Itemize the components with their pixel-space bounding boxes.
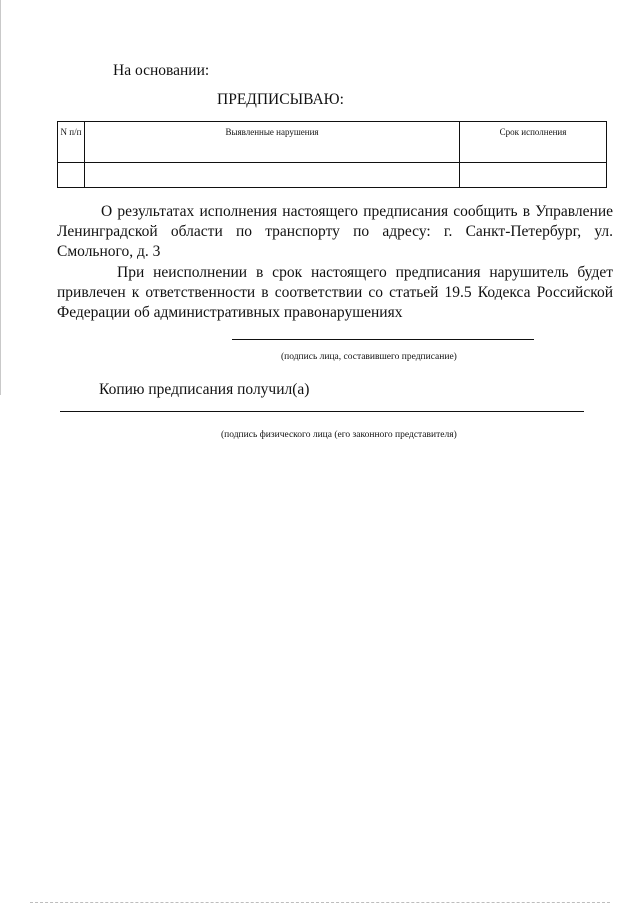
cell-number bbox=[58, 163, 85, 188]
header-number: N п/п bbox=[58, 122, 85, 163]
recipient-signature-caption: (подпись физического лица (его законного представителя) bbox=[221, 430, 457, 440]
recipient-signature-line bbox=[60, 411, 584, 412]
issuer-signature-line bbox=[232, 339, 534, 340]
violations-table bbox=[57, 121, 607, 188]
report-paragraph: О результатах исполнения настоящего предписания сообщить в Управление Ленинградской области по транспорту по адресу: г. Санкт-Петербург, ул. Смольного, д. 3 bbox=[57, 203, 613, 260]
scan-bottom-edge bbox=[30, 902, 610, 903]
issuer-signature-caption: (подпись лица, составившего предписание) bbox=[281, 352, 457, 362]
cell-deadline bbox=[460, 163, 607, 188]
header-deadline: Срок исполнения bbox=[460, 122, 607, 163]
liability-paragraph: При неисполнении в срок настоящего предписания нарушитель будет привлечен к ответственности в соответствии со статьей 19.5 Кодекса Российской Федерации об административных правонарушениях bbox=[57, 264, 613, 321]
basis-line: На основании: bbox=[113, 62, 210, 79]
table-row bbox=[58, 163, 607, 188]
order-heading: ПРЕДПИСЫВАЮ: bbox=[217, 91, 344, 108]
copy-received-label: Копию предписания получил(а) bbox=[99, 381, 310, 398]
cell-violations bbox=[85, 163, 460, 188]
table-header-row bbox=[58, 122, 607, 163]
header-violations: Выявленные нарушения bbox=[85, 122, 460, 163]
scan-left-edge bbox=[0, 0, 1, 395]
